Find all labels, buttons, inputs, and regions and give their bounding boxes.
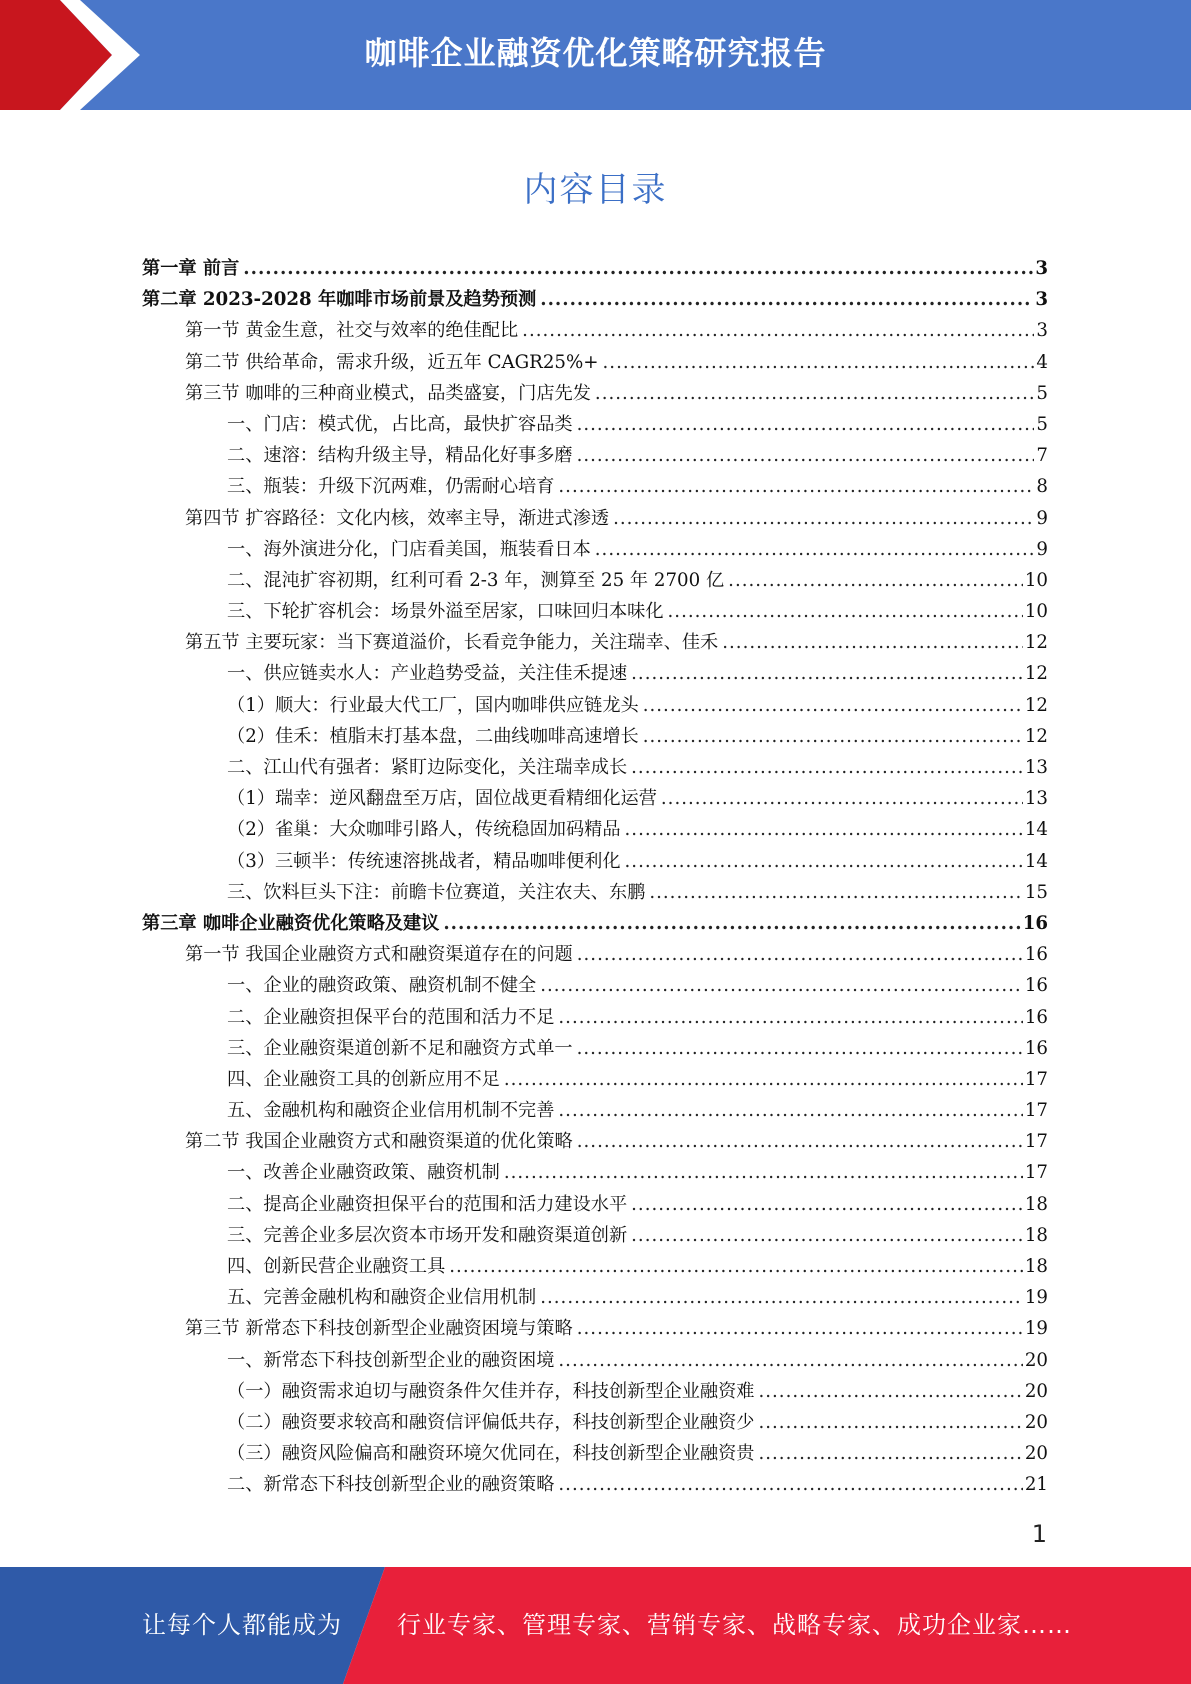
toc-entry-title: 第一章 前言 (142, 258, 240, 279)
toc-entry-title: 第二章 2023-2028 年咖啡市场前景及趋势预测 (142, 289, 537, 311)
toc-entry-title: 三、下轮扩容机会：场景外溢至居家，口味回归本味化 (227, 601, 664, 623)
toc-entry-title: 第三节 咖啡的三种商业模式，品类盛宴，门店先发 (185, 382, 591, 404)
toc-dot-leader (631, 757, 1023, 778)
toc-entry-title: （一）融资需求迫切与融资条件欠佳并存，科技创新型企业融资难 (227, 1380, 755, 1402)
toc-entry[interactable] (142, 1034, 1048, 1065)
toc-entry-page: 20 (1024, 1380, 1048, 1402)
toc-entry-page: 21 (1024, 1474, 1048, 1496)
toc-entry-page: 9 (1036, 507, 1048, 529)
toc-dot-leader (643, 695, 1023, 716)
toc-dot-leader (243, 258, 1033, 279)
toc-entry-title: （1）瑞幸：逆风翻盘至万店，固位战更看精细化运营 (227, 788, 657, 810)
toc-dot-leader (595, 539, 1035, 560)
toc-entry-page: 13 (1024, 788, 1048, 810)
toc-entry-title: 第三节 新常态下科技创新型企业融资困境与策略 (185, 1318, 573, 1340)
toc-entry-title: 四、创新民营企业融资工具 (227, 1256, 446, 1277)
toc-entry-title: 二、混沌扩容初期，红利可看 2-3 年，测算至 25 年 2700 亿 (227, 569, 725, 591)
toc-entry[interactable] (142, 940, 1048, 971)
toc-entry-page: 4 (1036, 351, 1048, 373)
toc-dot-leader (643, 726, 1023, 747)
toc-entry-page: 3 (1035, 289, 1048, 311)
toc-dot-leader (758, 1412, 1022, 1433)
toc-dot-leader (577, 1131, 1023, 1152)
toc-entry-page: 14 (1024, 850, 1048, 872)
toc-entry-title: 第五节 主要玩家：当下赛道溢价，长看竞争能力，关注瑞幸、佳禾 (185, 632, 719, 654)
toc-dot-leader (558, 1350, 1022, 1371)
toc-entry[interactable] (142, 878, 1048, 909)
toc-entry-page: 10 (1024, 569, 1048, 591)
toc-dot-leader (449, 1256, 1023, 1277)
toc-entry-page: 20 (1024, 1443, 1048, 1465)
toc-entry[interactable] (142, 597, 1048, 628)
toc-entry-page: 20 (1024, 1411, 1048, 1433)
toc-entry[interactable] (142, 1408, 1048, 1439)
toc-entry[interactable] (142, 1252, 1048, 1283)
toc-dot-leader (558, 1474, 1022, 1495)
toc-entry-page: 16 (1024, 1037, 1048, 1059)
toc-entry-page: 16 (1022, 912, 1048, 934)
toc-entry[interactable] (142, 566, 1048, 597)
toc-entry-page: 12 (1024, 725, 1048, 747)
toc-entry-title: 一、门店：模式优，占比高，最快扩容品类 (227, 413, 573, 435)
toc-entry-page: 15 (1024, 881, 1048, 903)
toc-dot-leader (631, 663, 1023, 684)
toc-entry[interactable] (142, 909, 1048, 940)
toc-dot-leader (558, 1100, 1022, 1121)
toc-entry-title: （3）三顿半：传统速溶挑战者，精品咖啡便利化 (227, 850, 621, 872)
toc-entry-page: 12 (1024, 694, 1048, 716)
toc-entry[interactable] (142, 847, 1048, 878)
toc-entry[interactable] (142, 316, 1048, 347)
toc-entry-title: 第一节 黄金生意，社交与效率的绝佳配比 (185, 320, 519, 342)
toc-entry-page: 17 (1024, 1131, 1048, 1153)
toc-entry-page: 3 (1035, 258, 1048, 279)
toc-entry[interactable] (142, 1127, 1048, 1158)
toc-entry-title: 三、饮料巨头下注：前瞻卡位赛道，关注农夫、东鹏 (227, 881, 646, 903)
toc-entry-page: 13 (1024, 757, 1048, 778)
toc-entry[interactable] (142, 504, 1048, 535)
toc-entry-page: 9 (1036, 538, 1048, 560)
toc-entry[interactable] (142, 1065, 1048, 1096)
toc-entry-title: 二、企业融资担保平台的范围和活力不足 (227, 1006, 555, 1028)
toc-entry[interactable] (142, 1346, 1048, 1377)
toc-dot-leader (649, 882, 1023, 903)
toc-entry-page: 10 (1024, 601, 1048, 623)
toc-entry[interactable] (142, 379, 1048, 410)
toc-entry[interactable] (142, 815, 1048, 846)
toc-dot-leader (631, 1194, 1023, 1215)
toc-dot-leader (595, 383, 1035, 404)
toc-entry-page: 3 (1036, 320, 1048, 342)
toc-entry-page: 17 (1024, 1162, 1048, 1184)
toc-dot-leader (540, 289, 1033, 310)
toc-entry-title: 一、新常态下科技创新型企业的融资困境 (227, 1349, 555, 1371)
toc-dot-leader (728, 570, 1023, 591)
toc-entry[interactable] (142, 1470, 1048, 1501)
toc-entry-title: 三、企业融资渠道创新不足和融资方式单一 (227, 1037, 573, 1059)
toc-entry-page: 16 (1024, 944, 1048, 966)
toc-dot-leader (558, 1007, 1022, 1028)
toc-entry-title: 二、新常态下科技创新型企业的融资策略 (227, 1474, 555, 1496)
toc-entry-page: 8 (1036, 476, 1048, 498)
toc-dot-leader (504, 1069, 1023, 1090)
toc-dot-leader (558, 476, 1034, 497)
toc-dot-leader (540, 1287, 1023, 1308)
toc-dot-leader (625, 819, 1023, 840)
toc-entry[interactable] (142, 535, 1048, 566)
toc-dot-leader (758, 1443, 1022, 1464)
toc-entry-page: 20 (1024, 1349, 1048, 1371)
toc-entry-page: 18 (1024, 1256, 1048, 1277)
toc-entry-title: 二、江山代有强者：紧盯边际变化，关注瑞幸成长 (227, 757, 628, 778)
report-title: 咖啡企业融资优化策略研究报告 (364, 34, 827, 72)
toc-entry-title: （2）雀巢：大众咖啡引路人，传统稳固加码精品 (227, 819, 621, 841)
toc-dot-leader (522, 320, 1034, 341)
toc-entry-title: 一、海外演进分化，门店看美国，瓶装看日本 (227, 538, 591, 560)
toc-entry-title: 一、改善企业融资政策、融资机制 (227, 1162, 500, 1184)
toc-entry-title: 第二节 供给革命，需求升级，近五年 CAGR25%+ (185, 351, 599, 373)
toc-entry-page: 17 (1024, 1100, 1048, 1122)
toc-heading: 内容目录 (523, 170, 668, 210)
toc-entry-title: 一、企业的融资政策、融资机制不健全 (227, 975, 537, 997)
footer-slogan-right: 行业专家、管理专家、营销专家、战略专家、成功企业家…… (397, 1611, 1072, 1639)
toc-entry[interactable] (142, 441, 1048, 472)
toc-entry-page: 12 (1024, 632, 1048, 654)
toc-entry[interactable] (142, 1283, 1048, 1314)
toc-dot-leader (577, 944, 1023, 965)
toc-entry-title: 三、瓶装：升级下沉两难，仍需耐心培育 (227, 476, 555, 498)
toc-dot-leader (668, 601, 1023, 622)
toc-entry[interactable] (142, 410, 1048, 441)
footer-slogan-left: 让每个人都能成为 (142, 1611, 342, 1639)
toc-entry[interactable] (142, 753, 1048, 784)
toc-dot-leader (631, 1225, 1023, 1246)
toc-entry-title: 第一节 我国企业融资方式和融资渠道存在的问题 (185, 944, 573, 966)
toc-entry-page: 16 (1024, 1006, 1048, 1028)
toc-entry[interactable] (142, 1096, 1048, 1127)
report-header-band (0, 0, 1191, 110)
toc-dot-leader (758, 1381, 1022, 1402)
toc-entry-title: 二、速溶：结构升级主导，精品化好事多磨 (227, 445, 573, 467)
toc-entry[interactable] (142, 722, 1048, 753)
toc-dot-leader (722, 632, 1023, 653)
toc-entry-title: （二）融资要求较高和融资信评偏低共存，科技创新型企业融资少 (227, 1411, 755, 1433)
toc-entry-title: （三）融资风险偏高和融资环境欠优同在，科技创新型企业融资贵 (227, 1443, 755, 1465)
toc-entry[interactable] (142, 1377, 1048, 1408)
toc-dot-leader (540, 975, 1023, 996)
toc-entry[interactable] (142, 1314, 1048, 1345)
toc-entry[interactable] (142, 1003, 1048, 1034)
toc-entry[interactable] (142, 1439, 1048, 1470)
toc-entry[interactable] (142, 971, 1048, 1002)
table-of-contents (142, 254, 1048, 1502)
toc-entry-title: 第四节 扩容路径：文化内核，效率主导，渐进式渗透 (185, 507, 610, 529)
toc-entry-page: 5 (1036, 382, 1048, 404)
toc-entry-title: 三、完善企业多层次资本市场开发和融资渠道创新 (227, 1224, 628, 1246)
toc-entry-title: 第三章 咖啡企业融资优化策略及建议 (142, 912, 440, 934)
toc-entry-title: （1）顺大：行业最大代工厂，国内咖啡供应链龙头 (227, 694, 639, 716)
toc-entry[interactable] (142, 285, 1048, 316)
footer-band (0, 1567, 1191, 1684)
toc-entry-title: 四、企业融资工具的创新应用不足 (227, 1068, 500, 1090)
toc-entry-page: 17 (1024, 1068, 1048, 1090)
toc-entry-page: 16 (1024, 975, 1048, 997)
toc-entry-page: 18 (1024, 1193, 1048, 1215)
toc-entry-title: 一、供应链卖水人：产业趋势受益，关注佳禾提速 (227, 663, 628, 685)
toc-dot-leader (577, 1038, 1023, 1059)
toc-entry[interactable] (142, 628, 1048, 659)
toc-entry-title: 五、金融机构和融资企业信用机制不完善 (227, 1100, 555, 1122)
page-number: 1 (1031, 1520, 1047, 1548)
toc-dot-leader (613, 508, 1034, 529)
toc-entry-page: 5 (1036, 413, 1048, 435)
toc-entry-page: 18 (1024, 1224, 1048, 1246)
toc-entry-title: 五、完善金融机构和融资企业信用机制 (227, 1287, 537, 1309)
toc-entry[interactable] (142, 254, 1048, 285)
toc-entry[interactable] (142, 659, 1048, 690)
toc-entry[interactable] (142, 348, 1048, 379)
toc-entry-page: 12 (1024, 663, 1048, 685)
toc-entry[interactable] (142, 691, 1048, 722)
toc-entry-page: 19 (1024, 1287, 1048, 1309)
toc-dot-leader (504, 1162, 1023, 1183)
toc-dot-leader (443, 913, 1020, 934)
toc-entry-page: 14 (1024, 819, 1048, 841)
toc-entry[interactable] (142, 1221, 1048, 1252)
toc-entry-page: 19 (1024, 1318, 1048, 1340)
toc-entry-page: 7 (1036, 445, 1048, 467)
toc-dot-leader (661, 788, 1023, 809)
toc-dot-leader (603, 352, 1035, 373)
toc-dot-leader (577, 445, 1035, 466)
toc-dot-leader (577, 1318, 1023, 1339)
toc-entry[interactable] (142, 784, 1048, 815)
toc-dot-leader (577, 414, 1035, 435)
toc-entry-title: （2）佳禾：植脂末打基本盘，二曲线咖啡高速增长 (227, 725, 639, 747)
toc-entry[interactable] (142, 1158, 1048, 1189)
toc-entry-title: 二、提高企业融资担保平台的范围和活力建设水平 (227, 1193, 628, 1215)
toc-entry-title: 第二节 我国企业融资方式和融资渠道的优化策略 (185, 1131, 573, 1153)
toc-entry[interactable] (142, 472, 1048, 503)
toc-entry[interactable] (142, 1190, 1048, 1221)
toc-dot-leader (625, 851, 1023, 872)
